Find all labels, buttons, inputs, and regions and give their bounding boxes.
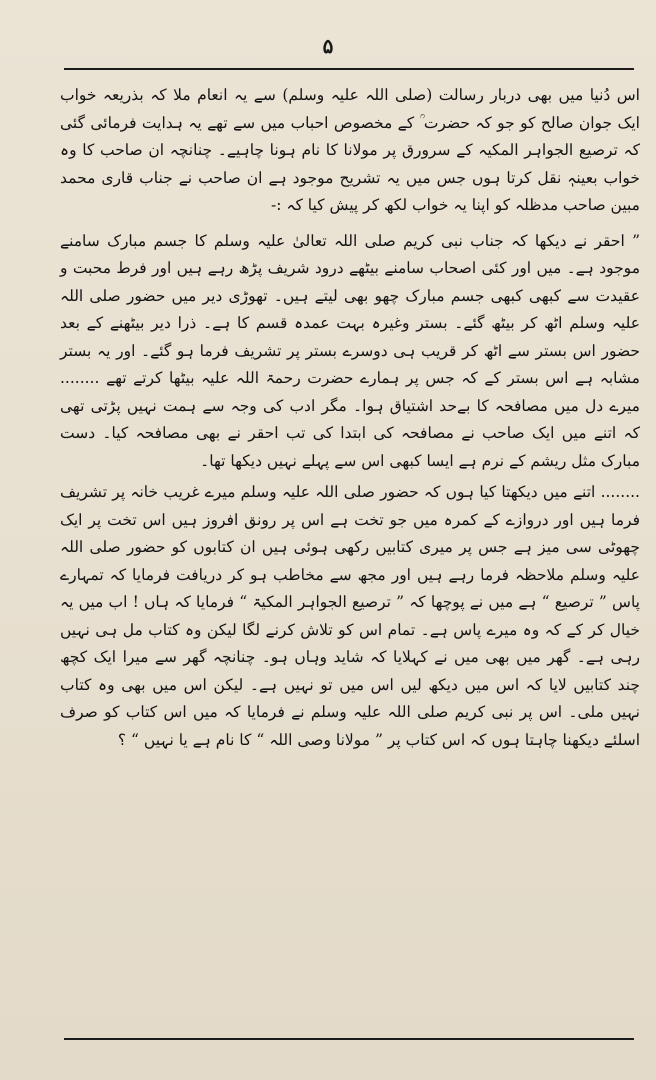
header-rule: [64, 68, 634, 70]
dream-paragraph-2: ........ اتنے میں دیکھتا کیا ہوں کہ حضور صلی اللہ علیہ وسلم میرے غریب خانہ پر تشریف فرما ہیں اور دروازے کے کمرہ میں جو تخت ہے اس پر رونق افروز ہیں اس تخت پر ایک چھوٹی سی میز ہے جس پر میری کتابیں رکھی ہوئی ہیں ان کتابوں کو حضور صلی اللہ علیہ وسلم ملاحظہ فرما رہے ہیں اور مجھ سے مخاطب ہو کر دریافت فرمایا کہ تمہارے پاس ” ترصیع “ ہے میں نے پوچھا کہ ” ترصیع الجواہر المکیۃ “ فرمایا کہ ہاں ! اب میں یہ خیال کر کے کہ وہ میرے پاس ہے۔ تمام اس کو تلاش کرنے لگا لیکن وہ کتاب مل ہی نہیں رہی ہے۔ گھر میں بھی میں نے کہلایا کہ شاید وہاں ہو۔ چنانچہ گھر سے میرا ایک کچھ چند کتابیں لایا کہ اس میں دیکھ لیں اس میں تو نہیں ہے۔ لیکن اس میں بھی وہ کتاب نہیں ملی۔ اس پر نبی کریم صلی اللہ علیہ وسلم نے فرمایا کہ میں اس کتاب کو صرف اسلئے دیکھنا چاہتا ہوں کہ اس کتاب پر ” مولانا وصی اللہ “ کا نام ہے یا نہیں “ ؟: [60, 483, 640, 749]
footer-rule: [64, 1038, 634, 1040]
page-number: ۵: [322, 34, 334, 58]
intro-paragraph: اس دُنیا میں بھی دربار رسالت (صلی اللہ علیہ وسلم) سے یہ انعام ملا کہ بذریعہ خواب ایک جوان صالح کو جو کہ حضرت ؒ کے مخصوص احباب میں سے تھے یہ ہدایت فرمائی گئی کہ ترصیع الجواہر المکیہ کے سرورق پر مولانا کا نام ہونا چاہیے۔ چنانچہ ان صاحب کا وہ خواب بعینہٖ نقل کرتا ہوں جس میں یہ تشریح موجود ہے ان صاحب نے جناب قاری محمد مبین صاحب مدظلہ کو اپنا یہ خواب لکھ کر پیش کیا کہ :-: [60, 86, 640, 214]
page-body: [60, 82, 640, 754]
dream-paragraph-1: ” احقر نے دیکھا کہ جناب نبی کریم صلی اللہ تعالیٰ علیہ وسلم کا جسم مبارک سامنے موجود ہے۔ میں اور کئی اصحاب سامنے بیٹھے درود شریف پڑھ رہے ہیں اور فرط محبت و عقیدت سے کبھی کبھی جسم مبارک چھو بھی لیتے ہیں۔ تھوڑی دیر میں حضور صلی اللہ علیہ وسلم اٹھ کر بیٹھ گئے۔ بستر وغیرہ بہت عمدہ قسم کا ہے۔ ذرا دیر بیٹھنے کے بعد حضور اس بستر سے اٹھ کر قریب ہی دوسرے بستر پر تشریف فرما ہو گئے۔ اور یہ بستر مشابہ ہے اس بستر کے کہ جس پر ہمارے حضرت رحمۃ اللہ علیہ بیٹھا کرتے تھے ........ میرے دل میں مصافحہ کا بےحد اشتیاق ہوا۔ مگر ادب کی وجہ سے ہمت نہیں پڑتی تھی کہ اتنے میں ایک صاحب نے مصافحہ کی ابتدا کی تب احقر نے بھی مصافحہ کیا۔ دست مبارک مثل ریشم کے نرم ہے ایسا کبھی اس سے پہلے نہیں دیکھا تھا۔: [60, 231, 640, 470]
